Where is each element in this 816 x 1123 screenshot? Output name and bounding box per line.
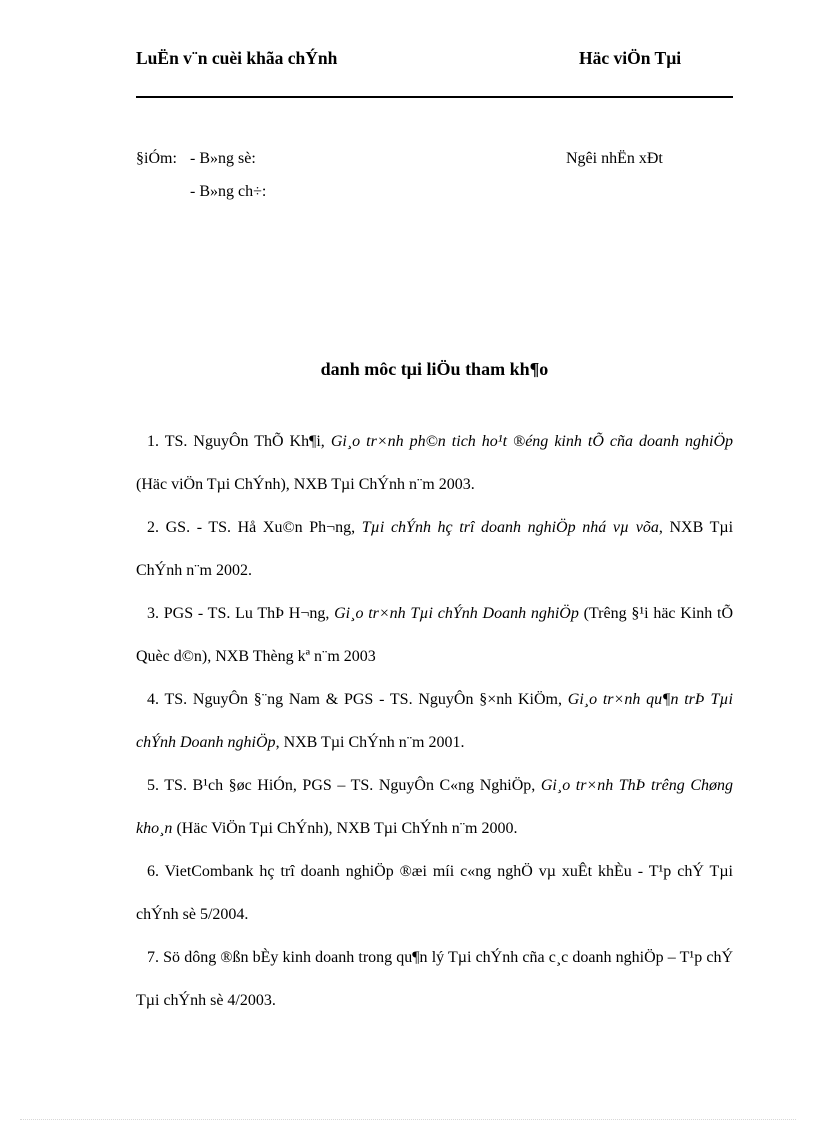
reference-publisher: (Häc viÖn Tµi ChÝnh), NXB Tµi ChÝnh n¨m 2003.	[136, 476, 475, 493]
reference-item	[136, 764, 733, 850]
reference-title: Gi¸o tr×nh Tµi chÝnh Doanh nghiÖp	[334, 605, 579, 622]
reference-publisher: , NXB Tµi ChÝnh n¨m 2001.	[275, 734, 465, 751]
reference-text: VietCombank hç trî doanh nghiÖp ®æi míi c«ng nghÖ vµ xuÊt khÈu - T¹p chÝ Tµi chÝnh sè 5/2004.	[136, 863, 733, 923]
reference-item	[136, 936, 733, 1022]
reference-item	[136, 850, 733, 936]
reference-authors: TS. B¹ch §øc HiÓn, PGS – TS. NguyÔn C«ng NghiÖp,	[164, 777, 536, 794]
reviewer-label: Ngêi nhËn xÐt	[566, 150, 663, 167]
reference-item	[136, 678, 733, 764]
page-bottom-divider	[20, 1119, 796, 1120]
reference-title: Gi¸o tr×nh ph©n tich ho¹t ®éng kinh tÕ cña doanh nghiÖp	[330, 433, 733, 450]
reference-authors: GS. - TS. Hå Xu©n Ph¬ng,	[165, 519, 356, 536]
reference-publisher: (Häc ViÖn Tµi ChÝnh), NXB Tµi ChÝnh n¨m 2000.	[176, 820, 518, 837]
reference-publisher: , NXB Tµi ChÝnh n¨m 2002.	[136, 519, 734, 579]
reference-item	[136, 420, 733, 506]
reference-number: 7.	[147, 949, 159, 966]
reference-number: 1.	[147, 433, 159, 450]
reference-number: 3.	[147, 605, 159, 622]
score-number-label: - B»ng sè:	[190, 150, 256, 167]
header-left-title: LuËn v¨n cuèi khãa chÝnh	[136, 48, 338, 68]
reference-title: Gi¸o tr×nh qu¶n trÞ Tµi chÝnh Doanh nghiÖp	[136, 691, 733, 751]
reference-number: 4.	[147, 691, 159, 708]
header-divider	[136, 96, 733, 98]
score-label: §iÓm:	[136, 150, 177, 167]
reference-publisher: (Trêng §¹i häc Kinh tÕ Quèc d©n), NXB Thèng kª n¨m 2003	[136, 605, 734, 665]
reference-authors: TS. NguyÔn §¨ng Nam & PGS - TS. NguyÔn §×nh KiÖm,	[164, 691, 562, 708]
reference-authors: PGS - TS. Lu ThÞ H¬ng,	[163, 605, 330, 622]
reference-item	[136, 506, 733, 592]
score-words-label: - B»ng ch÷:	[190, 183, 267, 200]
reference-number: 6.	[147, 863, 159, 880]
reference-title: Tµi chÝnh hç trî doanh nghiÖp nhá vµ võa	[361, 519, 659, 536]
reference-text: Sö dông ®ßn bÈy kinh doanh trong qu¶n lý Tµi chÝnh cña c¸c doanh nghiÖp – T¹p chÝ Tµi chÝnh sè 4/2003.	[136, 949, 734, 1009]
reference-authors: TS. NguyÔn ThÕ Kh¶i,	[164, 433, 325, 450]
header-right-title: Häc viÖn Tµi	[579, 48, 682, 68]
reference-item	[136, 592, 733, 678]
references-title: danh môc tµi liÖu tham kh¶o	[320, 359, 549, 379]
reference-list	[136, 420, 733, 1022]
reference-number: 2.	[147, 519, 159, 536]
reference-title: Gi¸o tr×nh ThÞ trêng Chøng kho¸n	[136, 777, 734, 837]
reference-number: 5.	[147, 777, 159, 794]
